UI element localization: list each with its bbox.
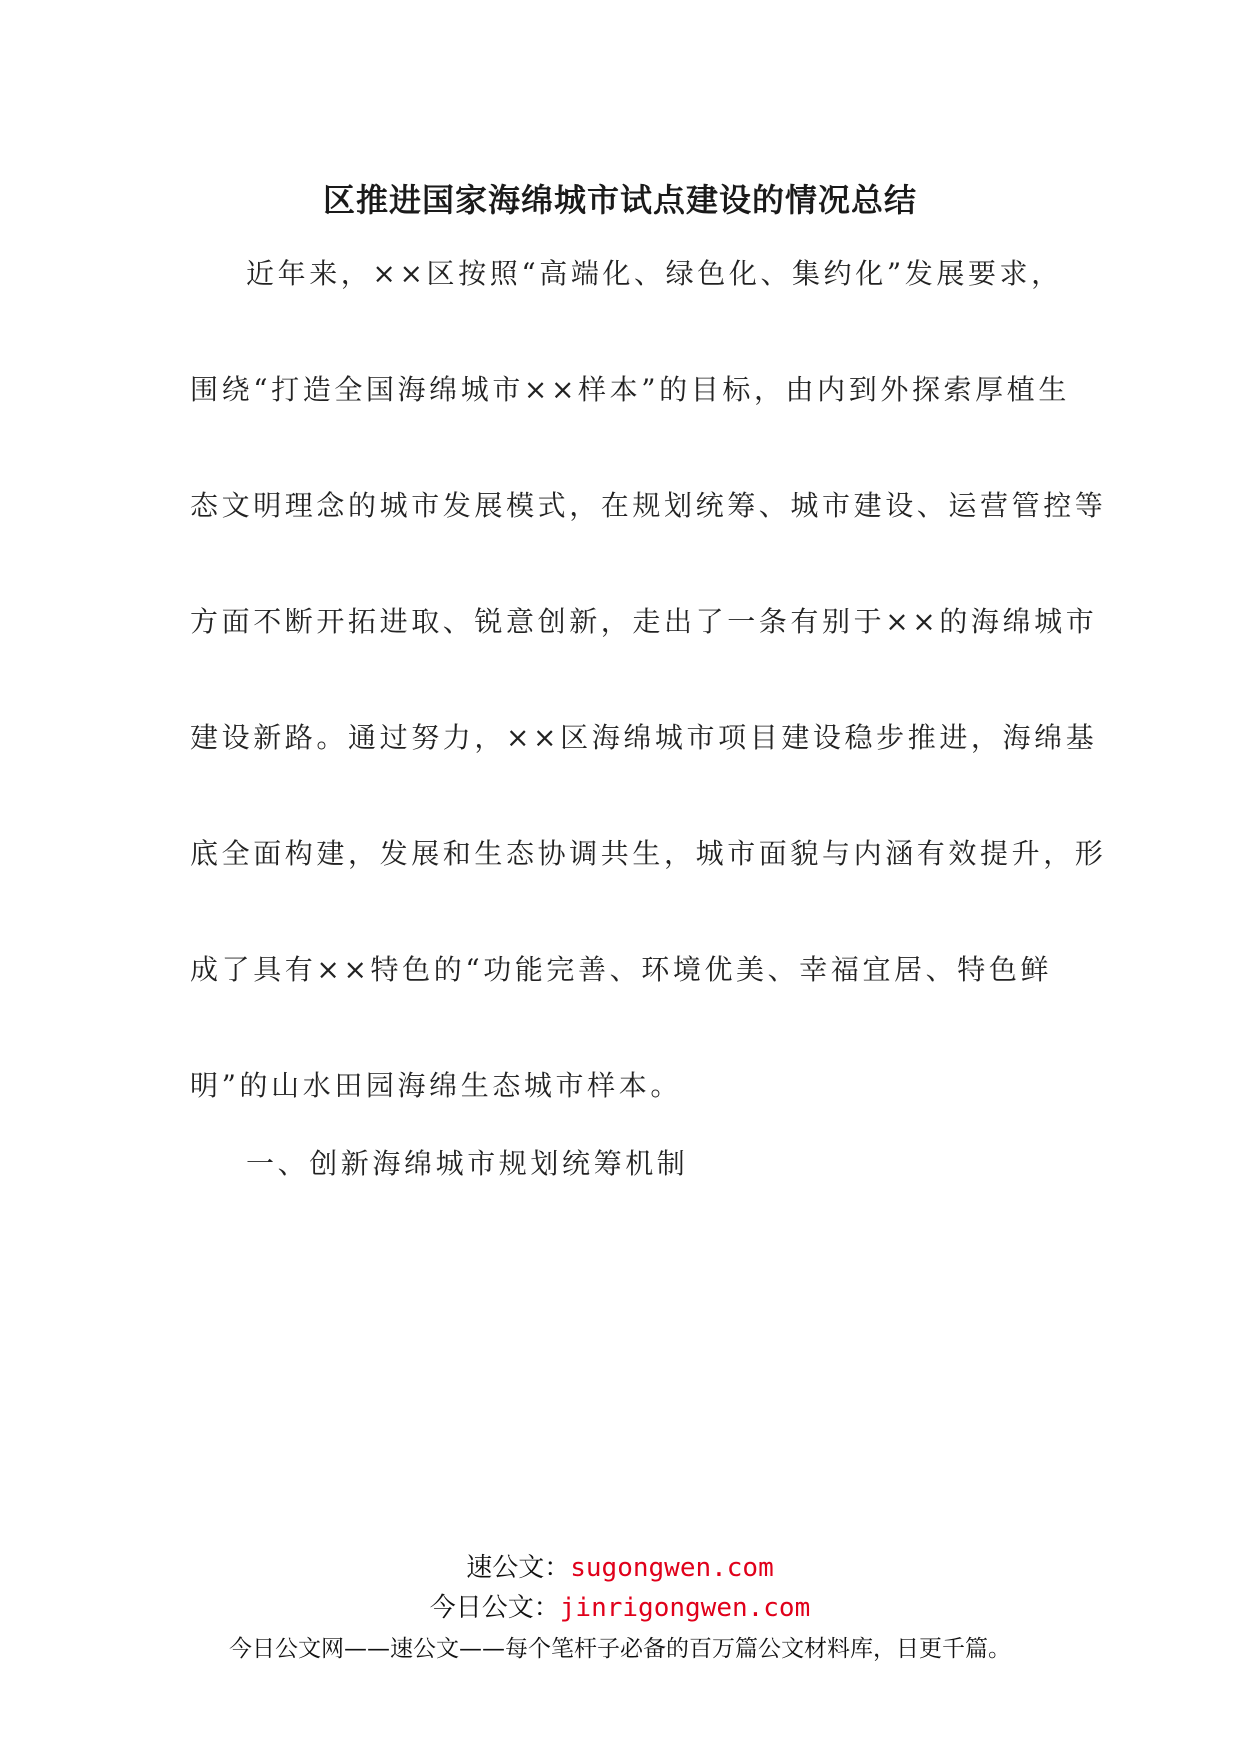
- footer-link-sugongwen[interactable]: sugongwen.com: [570, 1553, 774, 1583]
- footer-label: 速公文：: [466, 1553, 571, 1583]
- footer-sugongwen: [0, 1550, 1240, 1586]
- footer-link-jinrigongwen[interactable]: jinrigongwen.com: [559, 1593, 811, 1623]
- footer-jinrigongwen: [0, 1590, 1240, 1626]
- paragraph-line: 态文明理念的城市发展模式，在规划统筹、城市建设、运营管控等: [190, 489, 1107, 522]
- paragraph-line: 围绕“打造全国海绵城市××样本”的目标，由内到外探索厚植生: [190, 373, 1070, 406]
- paragraph-line: 方面不断开拓进取、锐意创新，走出了一条有别于××的海绵城市: [190, 605, 1098, 638]
- paragraph-line: 建设新路。通过努力，××区海绵城市项目建设稳步推进，海绵基: [190, 721, 1098, 754]
- paragraph-line: 明”的山水田园海绵生态城市样本。: [190, 1069, 682, 1102]
- paragraph-line: 近年来，××区按照“高端化、绿色化、集约化”发展要求，: [246, 257, 1063, 290]
- footer-label: 今日公文：: [429, 1593, 560, 1623]
- document-title: 区推进国家海绵城市试点建设的情况总结: [322, 181, 917, 219]
- paragraph-line: 成了具有××特色的“功能完善、环境优美、幸福宜居、特色鲜: [190, 953, 1053, 986]
- section-heading: 一、创新海绵城市规划统筹机制: [246, 1147, 689, 1180]
- footer-slogan: 今日公文网——速公文——每个笔杆子必备的百万篇公文材料库，日更千篇。: [229, 1636, 1011, 1662]
- paragraph-line: 底全面构建，发展和生态协调共生，城市面貌与内涵有效提升，形: [190, 837, 1107, 870]
